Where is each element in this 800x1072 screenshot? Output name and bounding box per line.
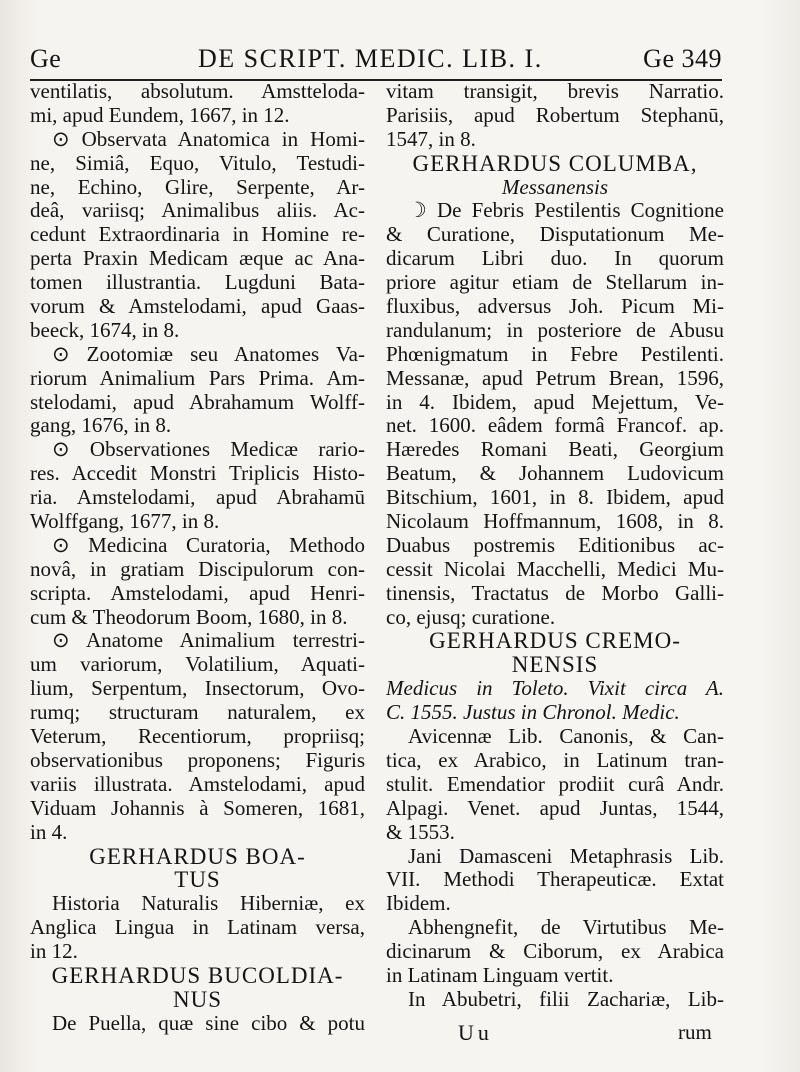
text-line: rumq; structuram naturalem, ex [30, 701, 365, 725]
author-heading-line: GERHARDUS BOA- [89, 844, 306, 869]
text-line: observationibus proponens; Figuris [30, 748, 365, 772]
text-line: Duabus postremis Editionibus ac- [386, 533, 724, 557]
text-line: Wolffgang, 1677, in 8. [30, 510, 220, 534]
text-line: Bitschium, 1601, in 8. Ibidem, apud [386, 486, 724, 510]
text-line: in Latinam Linguam vertit. [386, 963, 614, 987]
text-line: stelodami, apud Abrahamum Wolff- [30, 390, 365, 414]
text-line: ☽ De Febris Pestilentis Cognitione [408, 199, 724, 223]
text-line: dicarum Libri duo. In quorum [386, 247, 724, 271]
text-line: Avicennæ Lib. Canonis, & Can- [408, 725, 724, 749]
text-line: ⊙ Observationes Medicæ rario- [52, 438, 365, 462]
text-line: cum & Theodorum Boom, 1680, in 8. [30, 605, 348, 629]
text-line: dicinarum & Ciborum, ex Arabica [386, 940, 724, 964]
author-heading-line: NUS [172, 987, 222, 1012]
text-line: ria. Amstelodami, apud Abrahamū [30, 486, 365, 510]
running-header [30, 44, 722, 80]
text-line: beeck, 1674, in 8. [30, 318, 180, 342]
text-line: co, ejusq; curatione. [386, 605, 556, 629]
text-line: scripta. Amstelodami, apud Henri- [30, 581, 365, 605]
text-line: vorum & Amstelodami, apud Gaas- [30, 295, 365, 319]
text-line: In Abubetri, filii Zachariæ, Lib- [408, 987, 724, 1011]
text-line: mi, apud Eundem, 1667, in 12. [30, 103, 290, 127]
text-line: ventilatis, absolutum. Amstteloda- [30, 80, 365, 103]
text-line: Phœnigmatum in Febre Pestilenti. [386, 342, 724, 366]
text-line: riorum Animalium Pars Prima. Am- [30, 366, 365, 390]
text-line: Messanensis [501, 175, 609, 199]
text-line: ⊙ Observata Anatomica in Homi- [52, 127, 365, 151]
author-heading-line: GERHARDUS CREMO- [429, 629, 681, 654]
text-line: ne, Simiâ, Equo, Vitulo, Testudi- [30, 151, 365, 175]
right-column [386, 80, 724, 1012]
text-line: in 12. [30, 940, 78, 964]
left-column [30, 80, 365, 1036]
author-heading-line: GERHARDUS COLUMBA, [412, 151, 698, 176]
text-line: tomen illustrantia. Lugduni Bata- [30, 271, 365, 295]
text-line: stulit. Emendatior prodiit curâ Andr. [386, 772, 724, 796]
text-line: Viduam Johannis à Someren, 1681, [30, 796, 365, 820]
text-line: Hæredes Romani Beati, Georgium [386, 438, 724, 462]
text-line: cessit Nicolai Macchelli, Medici Mu- [386, 557, 724, 581]
text-line: ⊙ Zootomiæ seu Anatomes Va- [52, 342, 365, 366]
text-line: lium, Serpentum, Insectorum, Ovo- [30, 677, 365, 701]
header-page-number: Ge 349 [643, 44, 722, 73]
text-line: randulanum; in posteriore de Abusu [386, 318, 724, 342]
text-line: novâ, in gratiam Discipulorum con- [30, 557, 365, 581]
text-line: deâ, variisq; Animalibus aliis. Ac- [30, 199, 365, 223]
header-left-catchword: Ge [30, 44, 62, 73]
text-line: net. 1600. eâdem formâ Francof. ap. [386, 414, 724, 438]
text-line: gang, 1676, in 8. [30, 414, 172, 438]
text-line: res. Accedit Monstri Triplicis Histo- [30, 462, 365, 486]
text-line: Nicolaum Hoffmannum, 1608, in 8. [386, 510, 724, 534]
text-line: Messanæ, apud Petrum Brean, 1596, [386, 366, 724, 390]
text-line: vitam transigit, brevis Narratio. [386, 80, 724, 103]
text-line: 1547, in 8. [386, 127, 476, 151]
text-line: VII. Methodi Therapeuticæ. Extat [386, 868, 724, 892]
text-line: Ibidem. [386, 892, 451, 916]
text-line: & 1553. [386, 820, 455, 844]
author-heading-line: TUS [174, 868, 221, 893]
text-line: ne, Echino, Glire, Serpente, Ar- [30, 175, 365, 199]
text-line: priore agitur etiam de Stellarum in- [386, 271, 724, 295]
text-line: Anglica Lingua in Latinam versa, [30, 916, 365, 940]
text-line: Medicus in Toleto. Vixit circa A. [386, 677, 724, 701]
text-line: perta Praxin Medicam æque ac Ana- [30, 247, 365, 271]
text-line: Beatum, & Johannem Ludovicum [386, 462, 724, 486]
text-line: Parisiis, apud Robertum Stephanū, [386, 103, 724, 127]
text-line: in 4. Ibidem, apud Mejettum, Ve- [386, 390, 724, 414]
header-title: DE SCRIPT. MEDIC. LIB. I. [198, 44, 543, 73]
text-line: C. 1555. Justus in Chronol. Medic. [386, 701, 680, 725]
text-line: Jani Damasceni Metaphrasis Lib. [408, 844, 724, 868]
text-line: variis illustrata. Amstelodami, apud [30, 772, 365, 796]
text-line: Alpagi. Venet. apud Juntas, 1544, [386, 796, 724, 820]
text-line: tica, ex Arabico, in Latinum tran- [386, 748, 724, 772]
signature-mark: Uu [458, 1020, 493, 1045]
text-line: Historia Naturalis Hiberniæ, ex [52, 892, 365, 916]
text-line: De Puella, quæ sine cibo & potu [52, 1011, 365, 1035]
text-line: um variorum, Volatilium, Aquati- [30, 653, 365, 677]
text-line: ⊙ Medicina Curatoria, Methodo [52, 533, 365, 557]
author-heading-line: NENSIS [511, 653, 599, 678]
text-line: fluxibus, adversus Joh. Picum Mi- [386, 295, 724, 319]
text-line: & Curatione, Disputationum Me- [386, 223, 724, 247]
text-line: in 4. [30, 820, 68, 844]
text-line: Abhengnefit, de Virtutibus Me- [408, 916, 724, 940]
author-heading-line: GERHARDUS BUCOLDIA- [51, 963, 344, 988]
text-line: tinensis, Tractatus de Morbo Galli- [386, 581, 724, 605]
catchword: rum [678, 1020, 712, 1044]
text-line: cedunt Extraordinaria in Homine re- [30, 223, 365, 247]
text-line: ⊙ Anatome Animalium terrestri- [52, 629, 365, 653]
text-line: Veterum, Recentiorum, propriisq; [30, 725, 365, 749]
